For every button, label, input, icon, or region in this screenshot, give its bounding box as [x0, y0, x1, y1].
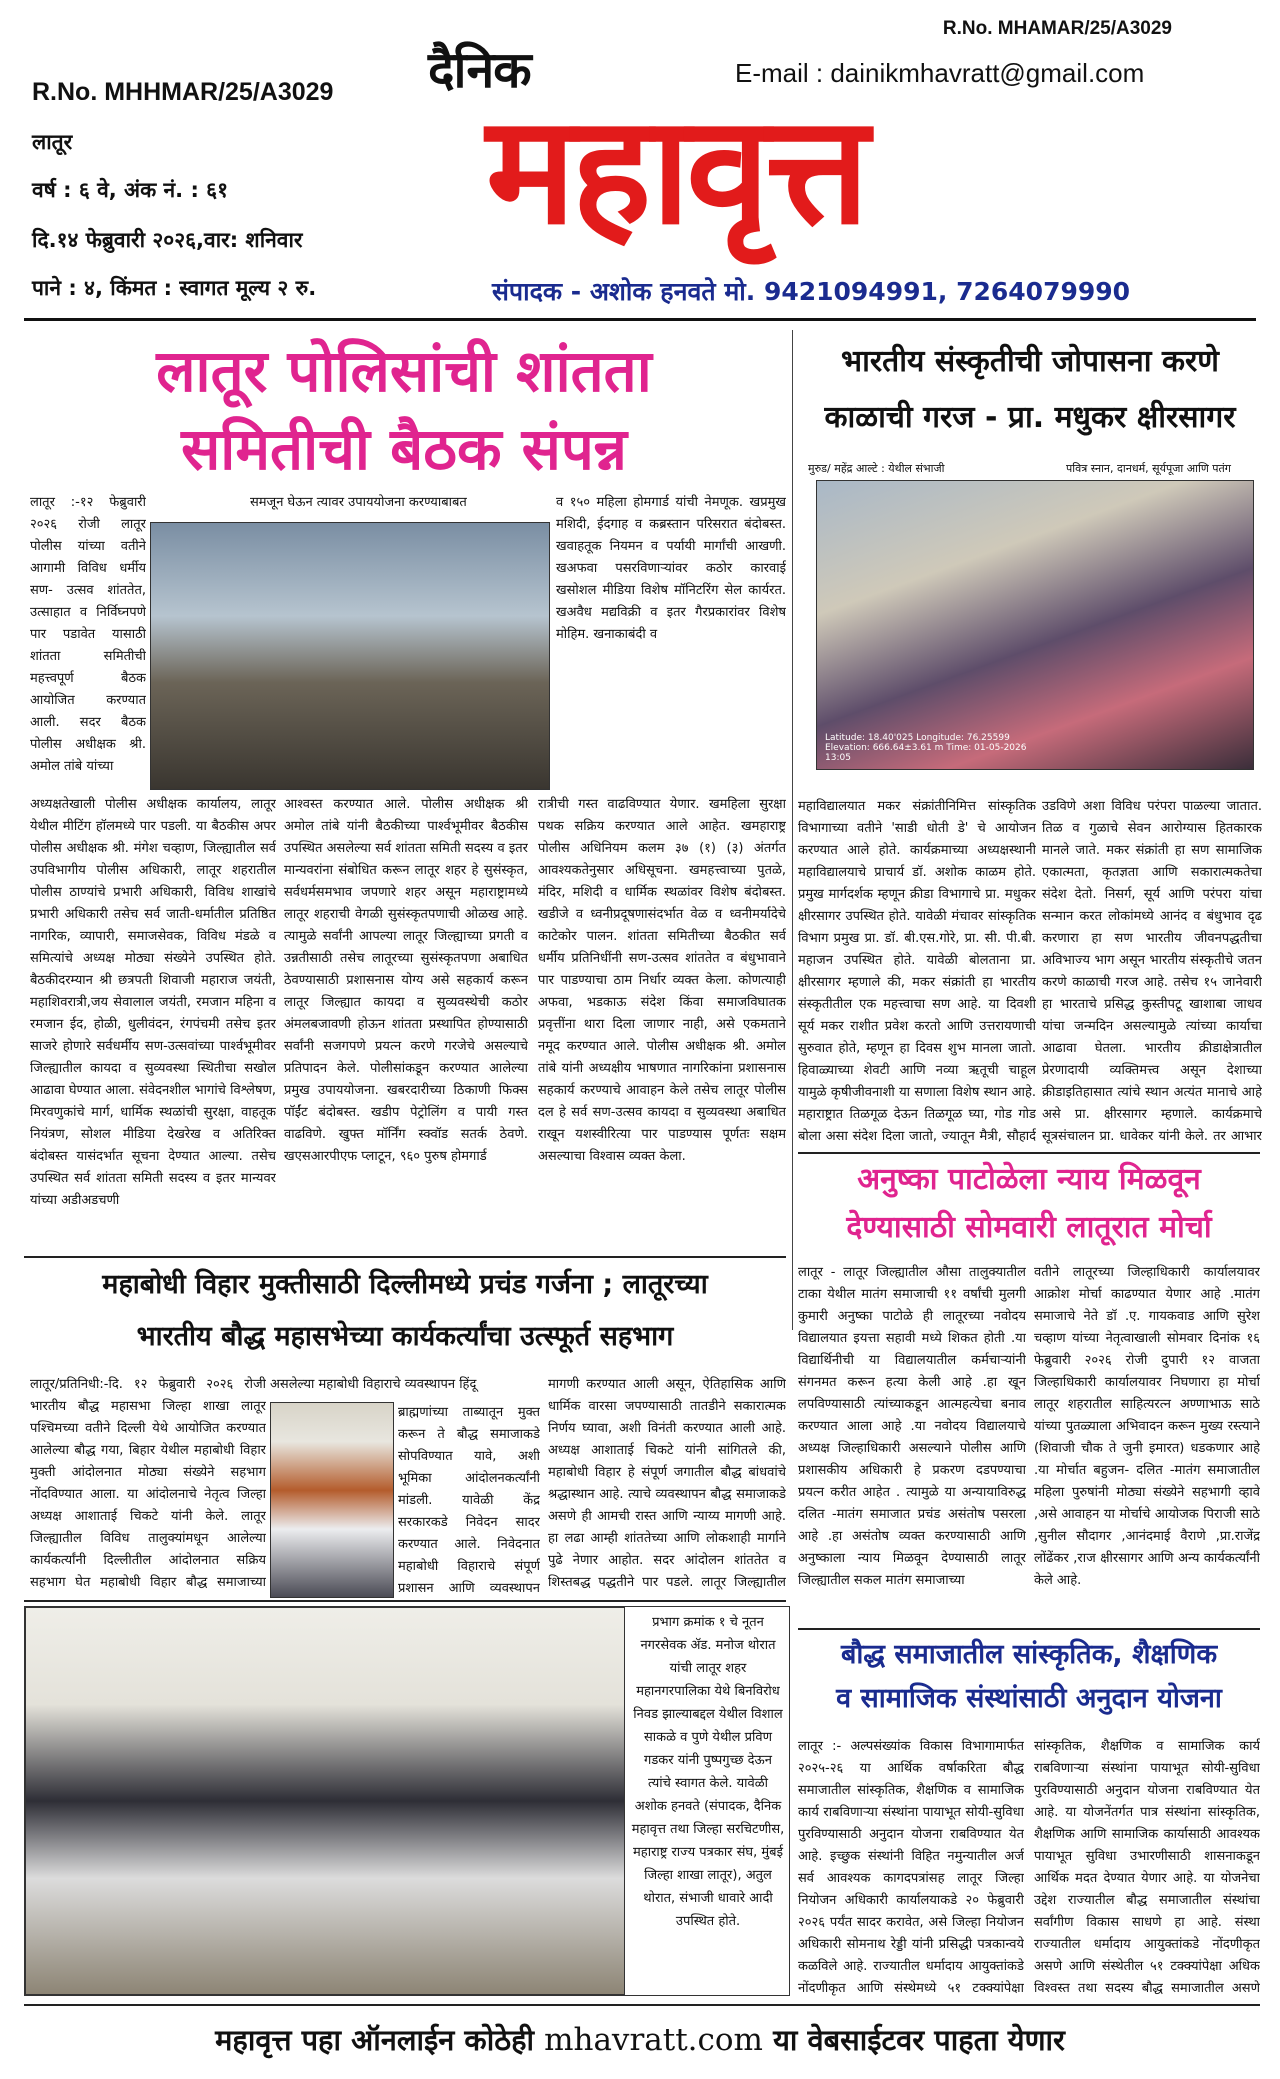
pages-price-label: पाने : ४, किंमत : स्वागत मूल्य २ रु. [32, 276, 317, 300]
year-issue-label: वर्ष : ६ वे, अंक नं. : ६१ [32, 178, 229, 202]
footer-rule [24, 2004, 1260, 2006]
article1-headline-line2: समितीची बैठक संपन्न [181, 415, 627, 483]
article1-headline-line1: लातूर पोलिसांची शांतता [156, 337, 652, 405]
article4-headline-line2: भारतीय बौद्ध महासभेच्या कार्यकर्त्यांचा उत्स्फूर्त सहभाग [136, 1321, 674, 1352]
article1-column1-bottom: अध्यक्षतेखाली पोलीस अधीक्षक कार्यालय, लातूर येथील मीटिंग हॉलमध्ये पार पडली. या बैठकीस अपर पोलीस अधीक्षक श्री. मंगेश चव्हाण, जिल्ह्यातील सर्व उपविभागीय पोलीस अधिकारी, लातूर शहरातील पोलीस ठाण्यांचे प्रभारी अधिकारी, विविध शाखांचे प्रभारी अधिकारी तसेच सर्व जाती-धर्मातील प्रतिष्ठित नागरिक, व्यापारी, समाजसेवक, विविध मंडळे व समित्यांचे अध्यक्ष मोठ्या संख्येने उपस्थित होते. बैठकीदरम्यान श्री छत्रपती शिवाजी महाराज जयंती, महाशिवरात्री,जय सेवालाल जयंती, रमजान महिना व रमजान ईद, होळी, धुलीवंदन, रंगपंचमी तसेच इतर साजरे होणारे सर्वधर्मीय सण-उत्सवांच्या पार्श्वभूमीवर जिल्ह्यातील कायदा व सुव्यवस्था स्थितीचा सखोल आढावा घेण्यात आला. संवेदनशील भागांचे विश्लेषण, मिरवणुकांचे मार्ग, धार्मिक स्थळांची सुरक्षा, वाहतूक नियंत्रण, सोशल मीडिया देखरेख व अतिरिक्त बंदोबस्त यासंदर्भात सूचना देण्यात आल्या. तसेच उपस्थित सर्व शांतता समिती सदस्य व इतर मान्यवर यांच्या अडीअडचणी [30, 797, 276, 1208]
felicitation-box [24, 1606, 790, 1996]
article1-column2-top: समजून घेऊन त्यावर उपाययोजना करण्याबाबत [250, 495, 467, 510]
article4-top-rule [24, 1256, 786, 1258]
footer-text-before: महावृत्त पहा ऑनलाईन कोठेही [215, 2023, 534, 2057]
email-address[interactable]: E-mail : dainikmhavratt@gmail.com [735, 58, 1145, 88]
article1-column3-top: व १५० महिला होमगार्ड यांची नेमणूक. खप्रमुख मशिदी, ईदगाह व कब्रस्तान परिसरात बंदोबस्त. खवाहतूक नियमन व पर्यायी मार्गांची आखणी. खअफवा पसरविणाऱ्यांवर कठोर कारवाई खसोशल मीडिया विशेष मॉनिटरिंग सेल कार्यरत. खअवैध मद्यविक्री व इतर गैरप्रकारांवर विशेष मोहिम. खनाकाबंदी व [556, 495, 786, 642]
article5-top-rule [798, 1628, 1260, 1630]
article2-column2: उडविणे अशा विविध परंपरा पाळल्या जातात. तिळ व गुळाचे सेवन आरोग्यास हितकारक मानले जाते. मकर संक्रांती हा सण सामाजिक एकात्मता, कृतज्ञता आणि सकारात्मकतेचा संदेश देतो. निसर्ग, सूर्य आणि परंपरा यांचा सन्मान करत लोकांमध्ये आनंद व बंधुभाव दृढ करणारा हा सण भारतीय जीवनपद्धतीचा अविभाज्य भाग असून भारतीय संस्कृतीचे जतन करणे काळाची गरज आहे. तसेच १५ जानेवारी हा भारताचे प्रसिद्ध कुस्तीपटू खाशाबा जाधव यांचा जन्मदिन असल्यामुळे त्यांच्या कार्याचा आढावा घेतला. भारतीय क्रीडाक्षेत्रातील प्रेरणादायी व्यक्तिमत्त्व असून देशाच्या क्रीडाइतिहासात त्यांचे स्थान अत्यंत मानाचे आहे असे प्रा. क्षीरसागर म्हणाले. कार्यक्रमाचे सूत्रसंचालन प्रा. धावेकर यांनी केले. तर आभार [1042, 799, 1262, 1144]
article4-column3: मागणी करण्यात आली असून, ऐतिहासिक आणि धार्मिक वारसा जपण्यासाठी तातडीने सकारात्मक निर्णय घ्यावा, अशी विनंती करण्यात आली आहे. अध्यक्ष आशाताई चिकटे यांनी सांगितले की, महाबोधी विहार हे संपूर्ण जगातील बौद्ध बांधवांचे श्रद्धास्थान आहे. त्याचे व्यवस्थापन बौद्ध समाजाकडे असणे ही आमची रास्त आणि न्याय्य मागणी आहे. हा लढा आम्ही शांततेच्या आणि लोकशाही मार्गाने पुढे नेणार आहोत. सदर आंदोलन शांततेत व शिस्तबद्ध पद्धतीने पार पडले. लातूर जिल्ह्यातील [548, 1377, 786, 1590]
date-label: दि.१४ फेब्रुवारी २०२६,वार: शनिवार [32, 228, 303, 252]
article3-headline-line2: देण्यासाठी सोमवारी लातूरात मोर्चा [846, 1210, 1212, 1245]
article5-column1: लातूर :- अल्पसंख्यांक विकास विभागामार्फत २०२५-२६ या आर्थिक वर्षाकरिता बौद्ध समाजातील सांस्कृतिक, शैक्षणिक व सामाजिक कार्य राबविणाऱ्या संस्थांना पायाभूत सोयी-सुविधा पुरविण्यासाठी अनुदान योजना राबविण्यात येत आहे. इच्छुक संस्थांनी विहित नमुन्यातील अर्ज सर्व आवश्यक कागदपत्रांसह लातूर जिल्हा नियोजन अधिकारी कार्यालयाकडे २० फेब्रुवारी २०२६ पर्यंत सादर करावेत, असे जिल्हा नियोजन अधिकारी सोमनाथ रेड्डी यांनी प्रसिद्धी पत्रकान्वये कळविले आहे. राज्यातील धर्मादाय आयुक्तांकडे नोंदणीकृत आणि संस्थेमध्ये ५१ टक्क्यांपेक्षा [798, 1739, 1024, 1996]
felicitation-top-rule [24, 1600, 786, 1602]
felicitation-photo [25, 1607, 625, 1995]
peace-committee-meeting-photo [150, 522, 550, 790]
article2-side-text: पवित्र स्नान, दानधर्म, सूर्यपूजा आणि पतंग [1066, 462, 1231, 475]
college-event-photo [816, 480, 1254, 770]
article2-column1: महाविद्यालयात मकर संक्रांतीनिमित्त सांस्कृतिक विभागाच्या वतीने 'साडी धोती डे' चे आयोजन करण्यात आले होते. कार्यक्रमाच्या अध्यक्षस्थानी महाविद्यालयाचे प्राचार्य डॉ. अशोक काळम होते. प्रमुख मार्गदर्शक म्हणून क्रीडा विभागाचे प्रा. मधुकर क्षीरसागर उपस्थित होते. यावेळी मंचावर सांस्कृतिक विभाग प्रमुख प्रा. डॉ. बी.एस.गोरे, प्रा. सी. पी.बी. महाजन उपस्थित होते. यावेळी बोलताना प्रा. क्षीरसागर म्हणाले की, मकर संक्रांती हा भारतीय संस्कृतीतील एक महत्त्वाचा सण आहे. या दिवशी सूर्य मकर राशीत प्रवेश करतो आणि उत्तरायणाची सुरुवात होते, म्हणून हा दिवस शुभ मानला जातो. हिवाळ्याच्या शेवटी आणि नव्या ऋतूची चाहूल यामुळे कृषीजीवनाशी या सणाला विशेष स्थान आहे. महाराष्ट्रात तिळगूळ देऊन तिळगूळ घ्या, गोड गोड बोला असा संदेश दिला जातो, ज्यातून मैत्री, सौहार्द [798, 799, 1036, 1144]
article4-headline-line1: महाबोधी विहार मुक्तीसाठी दिल्लीमध्ये प्रचंड गर्जना ; लातूरच्या [102, 1269, 708, 1300]
masthead-divider [24, 318, 1256, 321]
registration-number-top: R.No. MHAMAR/25/A3029 [942, 18, 1172, 39]
delhi-protest-photo [270, 1402, 394, 1598]
article1-column1-top: लातूर :-१२ फेब्रुवारी २०२६ रोजी लातूर पोलीस यांच्या वतीने आगामी विविध धर्मीय सण- उत्सव शांततेत, उत्साहात व निर्विघ्नपणे पार पडावेत यासाठी शांतता समितीची महत्त्वपूर्ण बैठक आयोजित करण्यात आली. सदर बैठक पोलीस अधीक्षक श्री. अमोल तांबे यांच्या [30, 495, 146, 774]
article3-headline-line1: अनुष्का पाटोळेला न्याय मिळवून [857, 1162, 1201, 1197]
dainik-label: दैनिक [428, 41, 531, 99]
article3-top-rule [798, 1152, 1260, 1154]
article1-column2-bottom: आश्वस्त करण्यात आले. पोलीस अधीक्षक श्री अमोल तांबे यांनी बैठकीच्या पार्श्वभूमीवर बैठकीस उपस्थित असलेल्या सर्व शांतता समिती सदस्य व इतर मान्यवरांना संबोधित करून लातूर शहर हे सुसंस्कृत, सर्वधर्मसमभाव जपणारे शहर असून महाराष्ट्रामध्ये लातूर शहराची वेगळी सुसंस्कृतपणाची ओळख आहे. त्यामुळे सर्वांनी आपल्या लातूर जिल्ह्याच्या प्रगती व उन्नतीसाठी तसेच लातूरच्या सुसंस्कृतपणा अबाधित ठेवण्यासाठी प्रशासनास योग्य असे सहकार्य करून लातूर जिल्ह्यात कायदा व सुव्यवस्थेची कठोर अंमलबजावणी होऊन शांतता प्रस्थापित होण्यासाठी सर्वांनी सजगपणे प्रयत्न करणे गरजेचे असल्याचे प्रतिपादन केले. पोलीसांकडून करण्यात आलेल्या प्रमुख उपाययोजना. खबरदारीच्या ठिकाणी फिक्स पॉईंट बंदोबस्त. खडीप पेट्रोलिंग व पायी गस्त वाढविणे. खुफ्त मॉर्निंग स्क्वॉड सतर्क ठेवणे. खएसआरपीएफ प्लाटून, ९६० पुरुष होमगार्ड [284, 797, 528, 1164]
felicitation-caption: प्रभाग क्रमांक १ चे नूतन नगरसेवक ॲड. मनोज थोरात यांची लातूर शहर महानगरपालिका येथे बिनविरोध निवड झाल्याबद्दल येथील विशाल साकळे व पुणे येथील प्रविण गडकर यांनी पुष्पगुच्छ देऊन त्यांचे स्वागत केले. यावेळी अशोक हनवते (संपादक, दैनिक महावृत्त तथा जिल्हा सरचिटणीस, महाराष्ट्र राज्य पत्रकार संघ, मुंबई जिल्हा शाखा लातूर), अतुल थोरात, संभाजी धावारे आदी उपस्थित होते. [631, 1615, 785, 1929]
article2-intro: मुरुड/ महेंद्र आल्टे : येथील संभाजी [808, 462, 945, 475]
newspaper-title: महावृत्त [486, 84, 866, 258]
footer-banner [0, 2020, 1280, 2059]
registration-number-left: R.No. MHHMAR/25/A3029 [32, 78, 334, 106]
footer-website-link[interactable]: mhavratt.com [544, 2022, 763, 2058]
article1-column3-bottom: रात्रीची गस्त वाढविण्यात येणार. खमहिला सुरक्षा पथक सक्रिय करण्यात आले आहेत. खमहाराष्ट्र पोलीस अधिनियम कलम ३७ (१) (३) अंतर्गत आवश्यकतेनुसार अधिसूचना. खमहत्त्वाच्या पुतळे, मंदिर, मशिदी व धार्मिक स्थळांवर विशेष बंदोबस्त. खडीजे व ध्वनीप्रदूषणासंदर्भात वेळ व ध्वनीमर्यादेचे काटेकोर पालन. शांतता समितीच्या बैठकीत सर्व धर्मीय प्रतिनिधींनी सण-उत्सव शांततेत व बंधुभावाने पार पाडण्याचा ठाम निर्धार व्यक्त केला. कोणत्याही अफवा, भडकाऊ संदेश किंवा समाजविघातक प्रवृत्तींना थारा दिला जाणार नाही, असे एकमताने नमूद करण्यात आले. पोलीस अधीक्षक श्री. अमोल तांबे यांनी अध्यक्षीय भाषणात नागरिकांना प्रशासनास सहकार्य करण्याचे आवाहन केले तसेच लातूर पोलीस दल हे सर्व सण-उत्सव कायदा व सुव्यवस्था अबाधित राखून यशस्वीरित्या पार पाडण्यास पूर्णतः सक्षम असल्याचा विश्वास व्यक्त केला. [538, 797, 786, 1164]
article4-column2-top: असलेल्या महाबोधी विहाराचे व्यवस्थापन हिंदू [270, 1377, 477, 1392]
city-label: लातूर [32, 130, 73, 154]
footer-text-after: या वेबसाईटवर पाहता येणार [773, 2023, 1065, 2057]
editor-line: संपादक - अशोक हनवते मो. 9421094991, 7264079990 [492, 277, 1131, 306]
article2-headline-line1: भारतीय संस्कृतीची जोपासना करणे [841, 344, 1219, 379]
article2-headline-line2: काळाची गरज - प्रा. मधुकर क्षीरसागर [824, 400, 1236, 435]
article4-column1: लातूर/प्रतिनिधी:-दि. १२ फेब्रुवारी २०२६ रोजी भारतीय बौद्ध महासभा जिल्हा शाखा लातूर पश्चिमच्या वतीने दिल्ली येथे आयोजित करण्यात आलेल्या बौद्ध गया, बिहार येथील महाबोधी विहार मुक्ती आंदोलनात मोठ्या संख्येने सहभाग नोंदविण्यात आला. या आंदोलनाचे नेतृत्व जिल्हा अध्यक्ष आशाताई चिकटे यांनी केले. लातूर जिल्ह्यातील विविध तालुक्यांमधून आलेल्या कार्यकर्त्यांनी दिल्लीतील आंदोलनात सक्रिय सहभाग घेत महाबोधी विहार बौद्ध समाजाच्या [30, 1377, 266, 1590]
article3-column1: लातूर - लातूर जिल्ह्यातील औसा तालुक्यातील टाका येथील मातंग समाजाची ११ वर्षांची मुलगी कुमारी अनुष्का पाटोळे ही लातूरच्या नवोदय विद्यालयात इयत्ता सहावी मध्ये शिकत होती .या विद्यार्थिनीची या विद्यालयातील कर्मचाऱ्यांनी संगनमत करून हत्या केली आहे .हा खून लपविण्यासाठी त्यांच्याकडून आत्महत्येचा बनाव करण्यात आला आहे .या नवोदय विद्यालयाचे अध्यक्ष जिल्हाधिकारी असल्याने पोलीस आणि प्रशासकीय अधिकारी हे प्रकरण दडपण्याचा प्रयत्न करीत आहेत . त्यामुळे या अन्यायाविरुद्ध दलित -मातंग समाजात प्रचंड असंतोष पसरला आहे .हा असंतोष व्यक्त करण्यासाठी आणि अनुष्काला न्याय मिळवून देण्यासाठी लातूर जिल्ह्यातील सकल मातंग समाजाच्या [798, 1265, 1026, 1588]
article5-headline-line1: बौद्ध समाजातील सांस्कृतिक, शैक्षणिक [840, 1639, 1218, 1670]
article5-column2: सांस्कृतिक, शैक्षणिक व सामाजिक कार्य राबविणाऱ्या संस्थांना पायाभूत सोयी-सुविधा पुरविण्यासाठी अनुदान योजना राबविण्यात येत आहे. या योजनेंतर्गत पात्र संस्थांना सांस्कृतिक, शैक्षणिक आणि सामाजिक कार्यासाठी आवश्यक पायाभूत सुविधा उभारणीसाठी शासनाकडून आर्थिक मदत देण्यात येणार आहे. या योजनेचा उद्देश राज्यातील बौद्ध समाजातील संस्थांचा सर्वांगीण विकास साधणे हा आहे. संस्था राज्यातील धर्मादाय आयुक्तांकडे नोंदणीकृत असणे आणि संस्थेतील ५१ टक्क्यांपेक्षा अधिक विश्वस्त तथा सदस्य बौद्ध समाजातील असणे [1034, 1739, 1260, 1996]
photo-geotag-caption: Latitude: 18.40'025 Longitude: 76.25599 Elevation: 666.64±3.61 m Time: 01-05-2026 13:05 [825, 733, 1027, 763]
article5-headline-line2: व सामाजिक संस्थांसाठी अनुदान योजना [836, 1683, 1222, 1714]
article3-column2: वतीने लातूरच्या जिल्हाधिकारी कार्यालयावर आक्रोश मोर्चा काढण्यात येणार आहे .मातंग समाजाचे नेते डॉ .ए. गायकवाड आणि सुरेश चव्हाण यांच्या नेतृत्वाखाली सोमवार दिनांक १६ फेब्रुवारी २०२६ रोजी दुपारी १२ वाजता जिल्हाधिकारी कार्यालयावर निघणारा हा मोर्चा लातूर शहरातील साहित्यरत्न अण्णाभाऊ साठे यांच्या पुतळ्याला अभिवादन करून मुख्य रस्त्याने (शिवाजी चौक ते जुनी इमारत) धडकणार आहे .या मोर्चात बहुजन- दलित -मातंग समाजातील महिला पुरुषांनी मोठ्या संख्येने सहभागी व्हावे ,असे आवाहन या मोर्चाचे आयोजक पिराजी साठे ,सुनील सौदागर ,आनंदमाई वैराणे ,प्रा.राजेंद्र लोंढेंकर ,राज क्षीरसागर आणि अन्य कार्यकर्त्यांनी केले आहे. [1034, 1265, 1260, 1588]
column-divider [792, 330, 793, 1330]
article4-column2: ब्राह्मणांच्या ताब्यातून मुक्त करून ते बौद्ध समाजाकडे सोपविण्यात यावे, अशी भूमिका आंदोलनकर्त्यांनी मांडली. यावेळी केंद्र सरकारकडे निवेदन सादर करण्यात आले. निवेदनात महाबोधी विहाराचे संपूर्ण प्रशासन आणि व्यवस्थापन [398, 1405, 540, 1596]
